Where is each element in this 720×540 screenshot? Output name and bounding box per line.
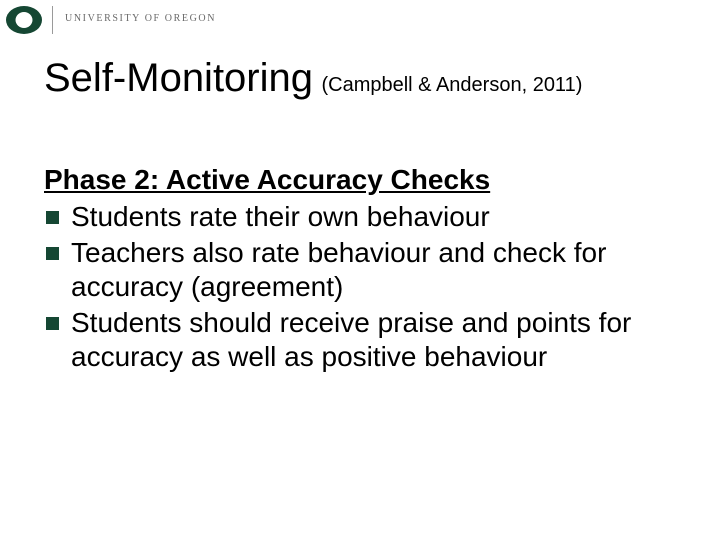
bullet-text: Students should receive praise and points for accuracy as well as positive behaviour: [71, 307, 632, 372]
square-bullet-icon: [46, 211, 59, 224]
title-main: Self-Monitoring: [44, 56, 314, 100]
bullet-list: [44, 200, 684, 374]
bullet-text: Teachers also rate behaviour and check for accuracy (agreement): [71, 237, 607, 302]
slide-content: [44, 164, 684, 376]
title-citation: (Campbell & Anderson, 2011): [321, 74, 583, 96]
bullet-item: [44, 236, 684, 304]
square-bullet-icon: [46, 317, 59, 330]
bullet-text: Students rate their own behaviour: [71, 201, 490, 232]
bullet-item: [44, 306, 684, 374]
header-bar: [0, 0, 720, 40]
institution-name: UNIVERSITY OF OREGON: [65, 13, 217, 24]
slide-title: [44, 58, 582, 98]
header-divider: [52, 6, 53, 34]
square-bullet-icon: [46, 247, 59, 260]
phase-heading: Phase 2: Active Accuracy Checks: [44, 164, 491, 195]
oregon-o-logo-icon: [4, 4, 44, 36]
bullet-item: [44, 200, 684, 234]
